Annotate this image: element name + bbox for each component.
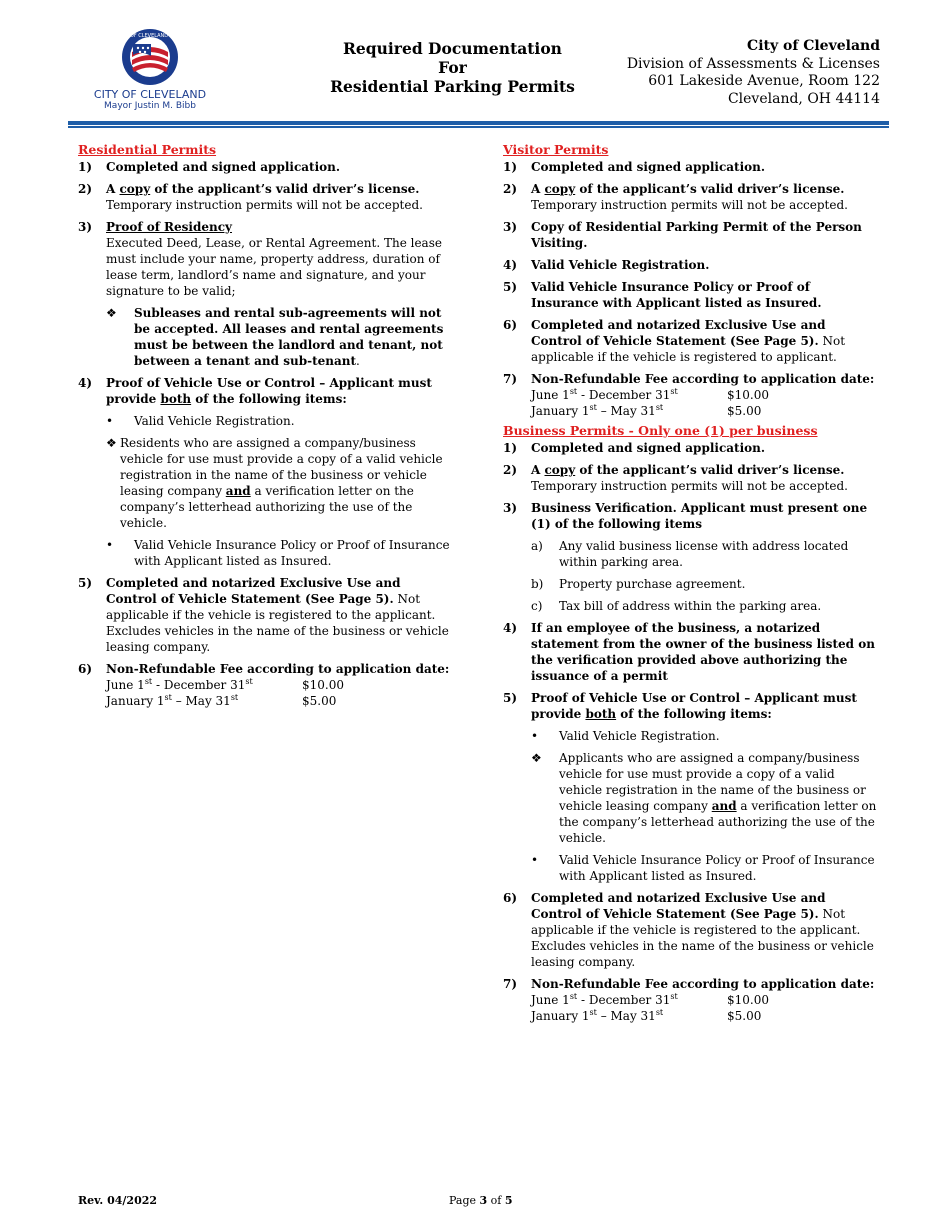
page-number (449, 1193, 513, 1209)
fee-row (531, 403, 878, 419)
fee-period-sup: st (569, 387, 578, 396)
list-item (78, 159, 453, 175)
sub-item (531, 538, 878, 570)
item-text: Completed and notarized Exclusive Use and Control of Vehicle Statement (See Page 5). (531, 318, 826, 348)
sub-item-letter: c) (531, 599, 543, 613)
sub-item-text: Any valid business license with address located within parking area. (559, 539, 849, 569)
sub-item (106, 537, 453, 569)
item-number: 1) (503, 441, 518, 455)
fee-row (531, 1008, 878, 1024)
fee-period-sup: st (670, 387, 678, 396)
address-division: Division of Assessments & Licenses (626, 55, 880, 72)
fee-period: - December 31 (152, 678, 246, 692)
fee-amount: $10.00 (727, 993, 769, 1007)
page-current: 3 (479, 1194, 488, 1207)
item-text: Copy of Residential Parking Permit of the Person Visiting. (531, 220, 862, 250)
fee-amount: $5.00 (727, 404, 762, 418)
item-text: Proof of Vehicle Use or Control – Applicant must provide (106, 376, 432, 406)
page-header (0, 0, 950, 125)
item-note: Temporary instruction permits will not be accepted. (531, 198, 848, 212)
fee-period: - December 31 (577, 993, 671, 1007)
fee-period-sup: st (589, 403, 597, 412)
item-number: 5) (78, 576, 93, 590)
fee-row (531, 992, 878, 1008)
document-title (300, 39, 605, 96)
sub-item-text-emphasis: and (711, 799, 737, 813)
list-item (78, 375, 453, 569)
item-text: Completed and notarized Exclusive Use and Control of Vehicle Statement (See Page 5). (106, 576, 401, 606)
fee-period: – May 31 (171, 694, 231, 708)
list-item (78, 219, 453, 369)
item-text: of the following items: (616, 707, 772, 721)
fee-period: – May 31 (596, 404, 656, 418)
sub-item-text: Subleases and rental sub-agreements will not be accepted. All leases and rental agreements must be between the landlord and tenant, not between a tenant and sub-tenant (134, 306, 444, 368)
item-text-underlined: copy (119, 182, 151, 196)
page-label: Page (449, 1194, 480, 1207)
item-text: Completed and notarized Exclusive Use and Control of Vehicle Statement (See Page 5). (531, 891, 826, 921)
sub-item-text: a verification letter on the company’s letterhead authorizing the use of the vehicle. (559, 799, 877, 845)
seal-text: CITY OF CLEVELAND OHIO (117, 33, 183, 39)
fee-period-sup: st (164, 693, 172, 702)
diamond-bullet-icon: ❖ (106, 436, 117, 450)
item-text-underlined: copy (544, 463, 576, 477)
city-seal-icon (117, 28, 183, 86)
fee-period-sup: st (230, 693, 239, 702)
item-number: 3) (503, 501, 518, 515)
page-total: 5 (504, 1194, 513, 1207)
list-item (503, 500, 878, 614)
sub-item-text: Property purchase agreement. (559, 577, 746, 591)
item-text: Completed and signed application. (531, 160, 766, 174)
item-text-underlined: both (585, 707, 617, 721)
list-item (503, 219, 878, 251)
fee-row (106, 693, 453, 709)
fee-period-sup: st (655, 1008, 664, 1017)
list-item (503, 976, 878, 1024)
page-of: of (487, 1194, 505, 1207)
left-column (78, 142, 453, 715)
item-note: Temporary instruction permits will not be accepted. (106, 198, 423, 212)
list-item (78, 661, 453, 709)
list-item (503, 257, 878, 273)
item-text: Non-Refundable Fee according to application date: (106, 662, 450, 676)
sub-item-text: Valid Vehicle Registration. (559, 729, 720, 743)
fee-period-sup: st (655, 403, 664, 412)
sub-item-text: Valid Vehicle Registration. (134, 414, 295, 428)
list-item (503, 620, 878, 684)
item-text: Non-Refundable Fee according to application date: (531, 372, 875, 386)
fee-period: - December 31 (577, 388, 671, 402)
diamond-bullet-icon: ❖ (531, 751, 542, 765)
fee-period-sup: st (589, 1008, 597, 1017)
sub-item-text: Tax bill of address within the parking area. (559, 599, 822, 613)
item-text: If an employee of the business, a notarized statement from the owner of the business listed on the verification provided above authorizing the issuance of a permit (531, 621, 875, 683)
dot-bullet-icon: • (106, 414, 114, 428)
item-text-underlined: both (160, 392, 192, 406)
item-number: 6) (503, 891, 518, 905)
item-number: 5) (503, 691, 518, 705)
item-text-underlined: copy (544, 182, 576, 196)
dot-bullet-icon: • (531, 729, 539, 743)
sub-item-text-emphasis: and (225, 484, 251, 498)
sub-item (106, 305, 453, 369)
item-number: 4) (503, 258, 518, 272)
fee-period: June 1 (531, 993, 570, 1007)
item-number: 7) (503, 372, 518, 386)
header-rule-thick (68, 121, 889, 125)
fee-period-sup: st (569, 992, 578, 1001)
sub-item (531, 728, 878, 744)
fee-period: June 1 (531, 388, 570, 402)
dot-bullet-icon: • (106, 538, 114, 552)
fee-row (531, 387, 878, 403)
item-text: of the applicant’s valid driver’s license. (575, 463, 845, 477)
header-rule-thin (68, 126, 889, 128)
item-number: 1) (503, 160, 518, 174)
item-text: A (531, 182, 545, 196)
address-street: 601 Lakeside Avenue, Room 122 (648, 73, 880, 89)
item-number: 4) (503, 621, 518, 635)
item-text: Completed and signed application. (531, 441, 766, 455)
list-item (78, 181, 453, 213)
sub-item-letter: b) (531, 577, 544, 591)
item-note: Temporary instruction permits will not be accepted. (531, 479, 848, 493)
city-logo (80, 28, 220, 112)
item-number: 3) (503, 220, 518, 234)
fee-period-sup: st (144, 677, 153, 686)
item-note: Executed Deed, Lease, or Rental Agreement. The lease must include your name, property address, duration of lease term, landlord’s name and signature, and your signature to be valid; (106, 236, 442, 298)
visitor-permits-title: Visitor Permits (503, 142, 609, 157)
sub-item-text: Valid Vehicle Insurance Policy or Proof of Insurance with Applicant listed as Insured. (559, 853, 875, 883)
sub-item-text: a verification letter on the company’s letterhead authorizing the use of the vehicle. (120, 484, 414, 530)
list-item (503, 159, 878, 175)
list-item (503, 317, 878, 365)
sub-item (531, 852, 878, 884)
title-line-1: Required Documentation (343, 39, 562, 58)
business-permits-title: Business Permits - Only one (1) per business (503, 423, 818, 438)
fee-period: January 1 (531, 1009, 590, 1023)
sub-item-text: . (356, 354, 360, 368)
sub-item-letter: a) (531, 539, 543, 553)
address-citystate: Cleveland, OH 44114 (727, 90, 880, 107)
item-text: Non-Refundable Fee according to application date: (531, 977, 875, 991)
sub-item (106, 435, 453, 531)
fee-row (106, 677, 453, 693)
item-text: Proof of Vehicle Use or Control – Applicant must provide (531, 691, 857, 721)
logo-mayor: Mayor Justin M. Bibb (104, 101, 196, 111)
sub-item (531, 750, 878, 846)
item-text: Business Verification. Applicant must present one (1) of the following items (531, 501, 868, 531)
right-column (503, 142, 878, 1030)
item-text: Valid Vehicle Insurance Policy or Proof of Insurance with Applicant listed as Insured. (531, 280, 822, 310)
list-item (503, 440, 878, 456)
fee-amount: $5.00 (302, 694, 337, 708)
fee-period: June 1 (106, 678, 145, 692)
title-line-3: Residential Parking Permits (330, 77, 575, 96)
residential-permits-title: Residential Permits (78, 142, 217, 157)
item-number: 1) (78, 160, 93, 174)
item-note: Not applicable if the vehicle is registered to applicant. (531, 334, 846, 364)
item-number: 5) (503, 280, 518, 294)
item-number: 2) (78, 182, 93, 196)
item-number: 4) (78, 376, 93, 390)
sub-item-text: Applicants who are assigned a company/business vehicle for use must provide a copy of a valid vehicle registration in the name of the business or vehicle leasing company (559, 751, 866, 813)
item-number: 6) (78, 662, 93, 676)
sub-item-text: Valid Vehicle Insurance Policy or Proof of Insurance with Applicant listed as Insured. (134, 538, 450, 568)
item-text: of the following items: (191, 392, 347, 406)
address-city: City of Cleveland (747, 38, 880, 54)
item-number: 2) (503, 182, 518, 196)
item-number: 3) (78, 220, 93, 234)
item-number: 7) (503, 977, 518, 991)
item-text: of the applicant’s valid driver’s license. (575, 182, 845, 196)
item-text: of the applicant’s valid driver’s license. (150, 182, 420, 196)
sub-item (531, 576, 878, 592)
diamond-bullet-icon: ❖ (106, 306, 117, 320)
logo-city-name: CITY OF CLEVELAND (93, 88, 207, 101)
fee-period: – May 31 (596, 1009, 656, 1023)
fee-amount: $5.00 (727, 1009, 762, 1023)
item-text: Valid Vehicle Registration. (531, 258, 710, 272)
fee-amount: $10.00 (727, 388, 769, 402)
list-item (78, 575, 453, 655)
item-heading: Proof of Residency (106, 220, 232, 234)
fee-period: January 1 (531, 404, 590, 418)
list-item (503, 890, 878, 970)
item-text: Completed and signed application. (106, 160, 341, 174)
fee-period-sup: st (245, 677, 253, 686)
list-item (503, 371, 878, 419)
sub-item-text: Residents who are assigned a company/business vehicle for use must provide a copy of a valid vehicle registration in the name of the business or vehicle leasing company (120, 436, 443, 498)
item-note: Not applicable if the vehicle is registered to the applicant. Excludes vehicles in the name of the business or vehicle leasing company. (531, 907, 874, 969)
item-note: Not applicable if the vehicle is registered to the applicant. Excludes vehicles in the name of the business or vehicle leasing company. (106, 592, 449, 654)
dot-bullet-icon: • (531, 853, 539, 867)
list-item (503, 462, 878, 494)
list-item (503, 690, 878, 884)
item-text: A (106, 182, 120, 196)
office-address (627, 38, 880, 108)
revision-label: Rev. 04/2022 (78, 1194, 158, 1207)
item-number: 2) (503, 463, 518, 477)
item-number: 6) (503, 318, 518, 332)
sub-item (531, 598, 878, 614)
fee-period-sup: st (670, 992, 678, 1001)
fee-amount: $10.00 (302, 678, 344, 692)
list-item (503, 279, 878, 311)
list-item (503, 181, 878, 213)
title-line-2: For (438, 58, 467, 77)
item-text: A (531, 463, 545, 477)
sub-item (106, 413, 453, 429)
fee-period: January 1 (106, 694, 165, 708)
